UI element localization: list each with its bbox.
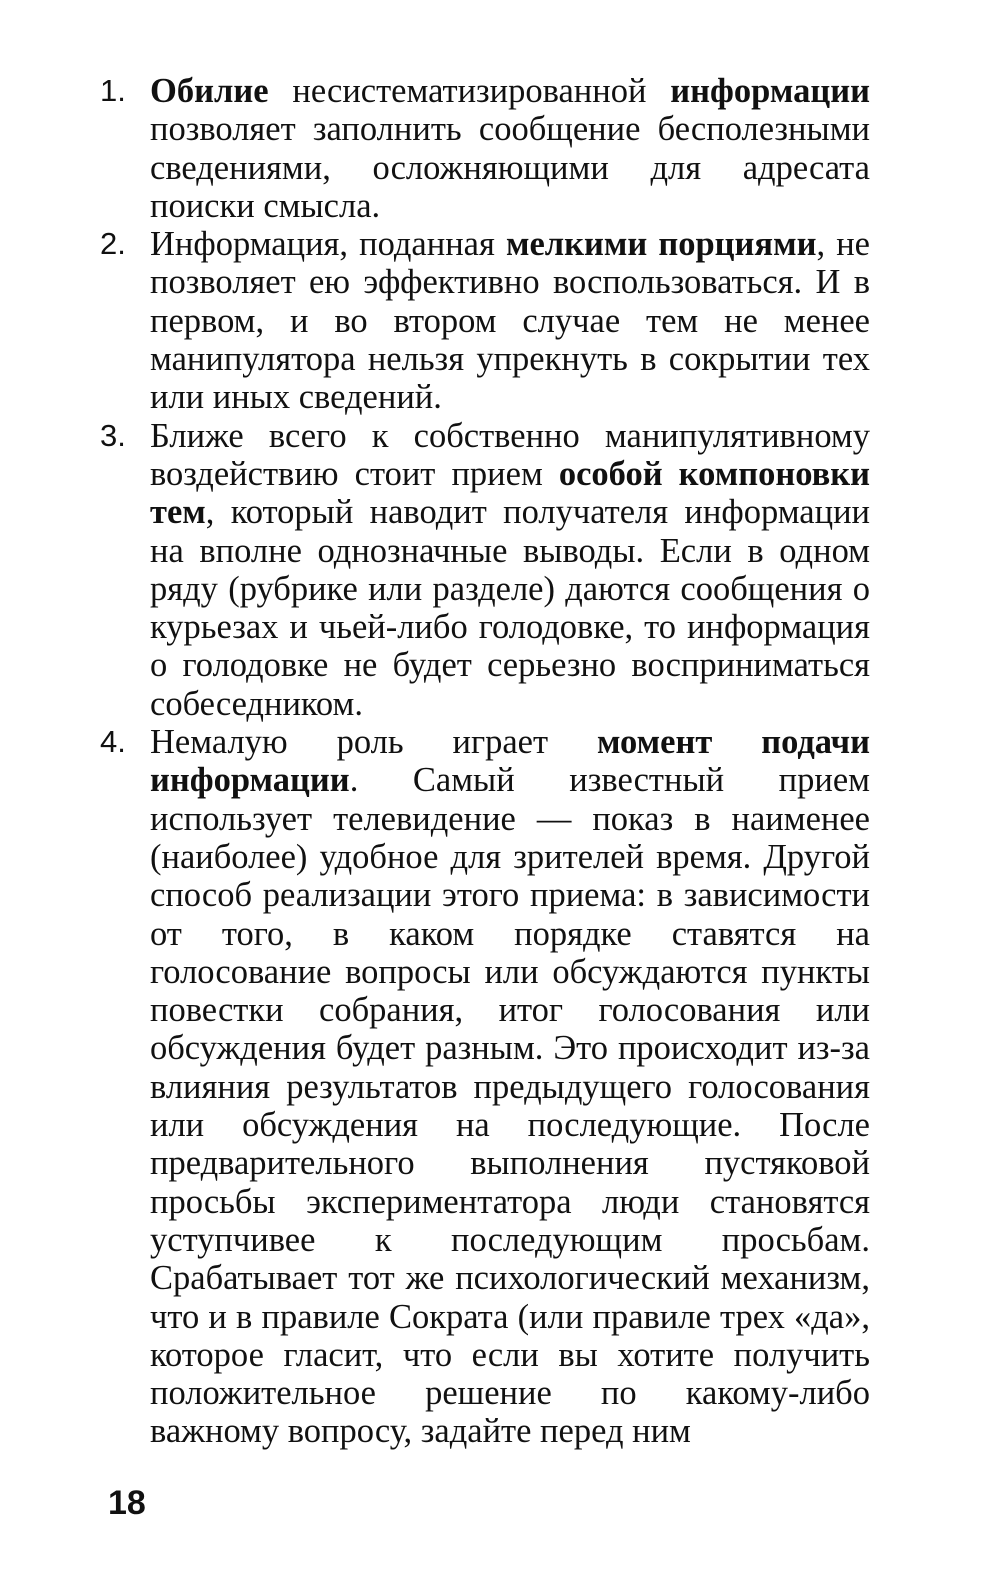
list-item [100,723,870,1451]
numbered-list [100,72,870,1451]
item-text: , не позволяет ею эффективно воспользоваться. И в первом, и во втором случае тем не менее манипулятора нельзя упрекнуть в сокрытии тех или иных сведений. [150,225,870,417]
item-text-bold: момент подачи информации [150,723,870,800]
item-text: несистематизированной [268,72,671,110]
list-item [100,417,870,723]
item-text: . Самый известный прием использует телевидение — показ в наименее (наиболее) удобное для зрителей время. Другой способ реализации этого приема: в зависимости от того, в каком порядке ставятся на голосование вопросы или обсуждаются пункты повестки собрания, итог голосования или обсуждения будет разным. Это происходит из-за влияния результатов предыдущего голосования или обсуждения на последующие. После предварительного выполнения пустяковой просьбы экспериментатора люди становятся уступчивее к последующим просьбам. Срабатывает тот же психологический механизм, что и в правиле Сократа (или правиле трех «да», которое гласит, что если вы хотите получить положительное решение по какому-либо важному вопросу, задайте перед ним [150,761,870,1451]
item-text-bold: Обилие [150,72,269,110]
item-number: 1. [100,73,126,108]
item-text: , который наводит получателя информации на вполне однозначные выводы. Если в одном ряду (рубрике или разделе) даются сообщения о курьезах и чьей-либо голодовке, то информация о голодовке не будет серьезно восприниматься собеседником. [150,493,870,723]
item-text-bold: информации [670,72,870,110]
page-number: 18 [108,1484,146,1522]
item-number: 2. [100,226,126,262]
item-text: Немалую роль играет [150,723,597,762]
list-item [100,72,870,225]
item-number: 4. [100,724,126,760]
item-text: Информация, поданная [150,225,506,264]
item-text: позволяет заполнить сообщение бесполезными сведениями, осложняющими для адресата поиски смысла. [150,110,870,225]
item-text: Ближе всего к собственно манипулятивному воздействию стоит прием [150,416,870,493]
item-number: 3. [100,417,126,453]
list-item [100,225,870,416]
item-text-bold: особой компоновки тем [150,454,870,532]
item-text-bold: мелкими порциями [505,225,817,264]
